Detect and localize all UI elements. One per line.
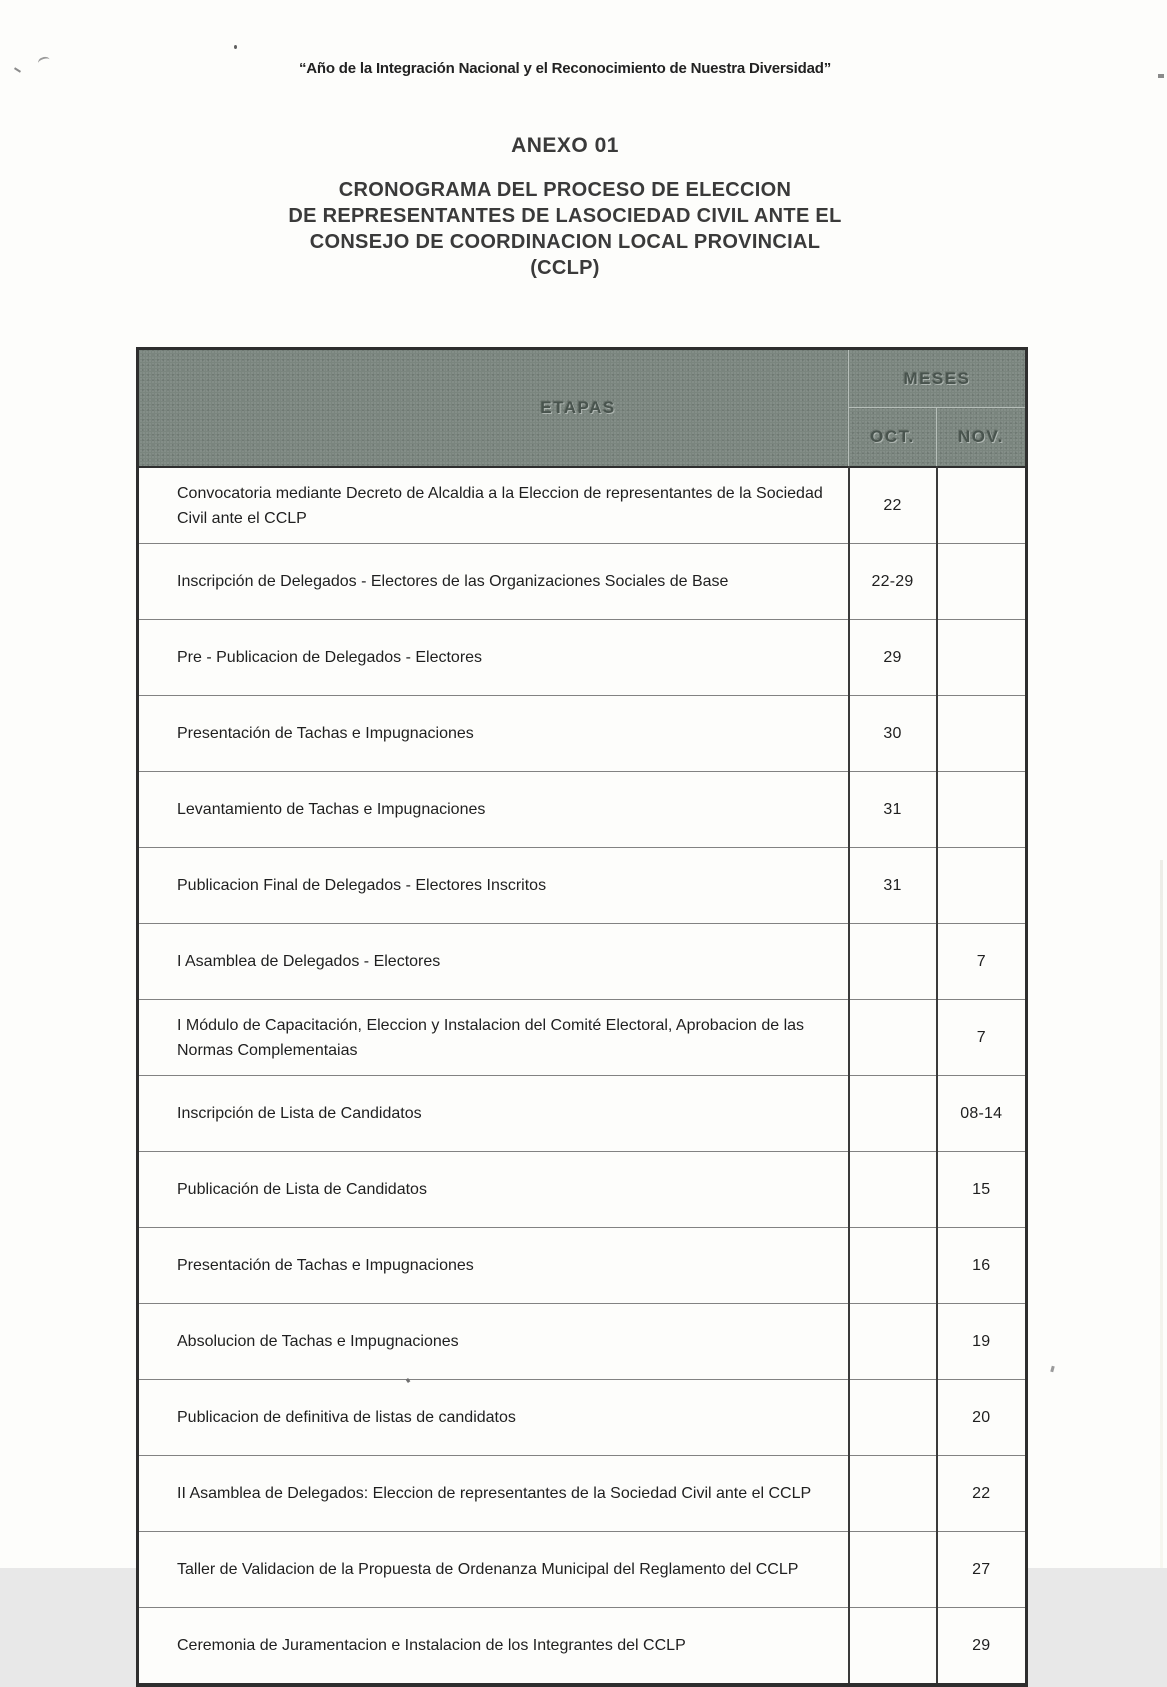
nov-date-cell: 7 (937, 1000, 1027, 1076)
oct-date-cell (849, 1380, 937, 1456)
table-row (138, 1152, 1027, 1228)
column-header-nov: NOV. (937, 408, 1027, 468)
table-row (138, 1000, 1027, 1076)
table-header (138, 349, 1027, 468)
oct-date-cell (849, 1000, 937, 1076)
table-row (138, 1608, 1027, 1686)
table-row (138, 620, 1027, 696)
table-row (138, 467, 1027, 544)
oct-date-cell: 31 (849, 772, 937, 848)
scan-edge-artifact (1160, 860, 1163, 1568)
table-row (138, 1380, 1027, 1456)
document-title (0, 177, 1130, 281)
nov-date-cell (937, 772, 1027, 848)
table-row (138, 924, 1027, 1000)
nov-date-cell: 29 (937, 1608, 1027, 1686)
oct-date-cell: 22-29 (849, 544, 937, 620)
etapa-cell: Presentación de Tachas e Impugnaciones (138, 696, 849, 772)
nov-date-cell: 7 (937, 924, 1027, 1000)
oct-date-cell: 29 (849, 620, 937, 696)
etapa-cell: I Módulo de Capacitación, Eleccion y Instalacion del Comité Electoral, Aprobacion de las Normas Complementaias (138, 1000, 849, 1076)
column-header-meses: MESES (849, 349, 1027, 408)
nov-date-cell (937, 696, 1027, 772)
table-row (138, 696, 1027, 772)
document-title-line-2: DE REPRESENTANTES DE LASOCIEDAD CIVIL ANTE EL (288, 205, 842, 227)
etapa-cell: I Asamblea de Delegados - Electores (138, 924, 849, 1000)
etapa-cell: Ceremonia de Juramentacion e Instalacion de los Integrantes del CCLP (138, 1608, 849, 1686)
oct-date-cell (849, 1304, 937, 1380)
etapa-cell: Taller de Validacion de la Propuesta de Ordenanza Municipal del Reglamento del CCLP (138, 1532, 849, 1608)
nov-date-cell: 16 (937, 1228, 1027, 1304)
nov-date-cell: 15 (937, 1152, 1027, 1228)
table-row (138, 544, 1027, 620)
page-motto: “Año de la Integración Nacional y el Reconocimiento de Nuestra Diversidad” (298, 60, 831, 77)
etapa-cell: Absolucion de Tachas e Impugnaciones (138, 1304, 849, 1380)
etapa-cell: Publicación de Lista de Candidatos (138, 1152, 849, 1228)
table-row (138, 1228, 1027, 1304)
oct-date-cell: 22 (849, 467, 937, 544)
etapa-cell: Convocatoria mediante Decreto de Alcaldia a la Eleccion de representantes de la Sociedad Civil ante el CCLP (138, 467, 849, 544)
etapa-cell: Levantamiento de Tachas e Impugnaciones (138, 772, 849, 848)
column-header-etapas: ETAPAS (138, 349, 849, 468)
nov-date-cell: 27 (937, 1532, 1027, 1608)
etapa-cell: Inscripción de Delegados - Electores de las Organizaciones Sociales de Base (138, 544, 849, 620)
annex-title: ANEXO 01 (511, 134, 619, 157)
table-row (138, 772, 1027, 848)
oct-date-cell: 30 (849, 696, 937, 772)
etapa-cell: Publicacion Final de Delegados - Electores Inscritos (138, 848, 849, 924)
scan-artifact (234, 45, 237, 49)
oct-date-cell (849, 1456, 937, 1532)
oct-date-cell (849, 1152, 937, 1228)
oct-date-cell (849, 1076, 937, 1152)
document-title-line-3: CONSEJO DE COORDINACION LOCAL PROVINCIAL (309, 231, 821, 253)
document-title-line-1: CRONOGRAMA DEL PROCESO DE ELECCION (338, 179, 792, 201)
nov-date-cell (937, 620, 1027, 696)
table-row (138, 1076, 1027, 1152)
schedule-table (136, 347, 1028, 1687)
nov-date-cell: 22 (937, 1456, 1027, 1532)
table-row (138, 848, 1027, 924)
oct-date-cell (849, 1228, 937, 1304)
table-row (138, 1532, 1027, 1608)
nov-date-cell: 08-14 (937, 1076, 1027, 1152)
oct-date-cell (849, 1608, 937, 1686)
scan-artifact (1050, 1366, 1054, 1373)
column-header-oct: OCT. (849, 408, 937, 468)
nov-date-cell (937, 848, 1027, 924)
scan-artifact (1158, 74, 1164, 78)
etapa-cell: Inscripción de Lista de Candidatos (138, 1076, 849, 1152)
nov-date-cell (937, 544, 1027, 620)
table-row (138, 1304, 1027, 1380)
etapa-cell: Publicacion de definitiva de listas de candidatos (138, 1380, 849, 1456)
nov-date-cell (937, 467, 1027, 544)
table-row (138, 1456, 1027, 1532)
oct-date-cell: 31 (849, 848, 937, 924)
nov-date-cell: 19 (937, 1304, 1027, 1380)
etapa-cell: Pre - Publicacion de Delegados - Electores (138, 620, 849, 696)
oct-date-cell (849, 924, 937, 1000)
table-body (138, 467, 1027, 1685)
schedule-table-container (136, 347, 1025, 1687)
etapa-cell: Presentación de Tachas e Impugnaciones (138, 1228, 849, 1304)
document-title-line-4: (CCLP) (530, 257, 600, 279)
etapa-cell: II Asamblea de Delegados: Eleccion de representantes de la Sociedad Civil ante el CCLP (138, 1456, 849, 1532)
oct-date-cell (849, 1532, 937, 1608)
nov-date-cell: 20 (937, 1380, 1027, 1456)
